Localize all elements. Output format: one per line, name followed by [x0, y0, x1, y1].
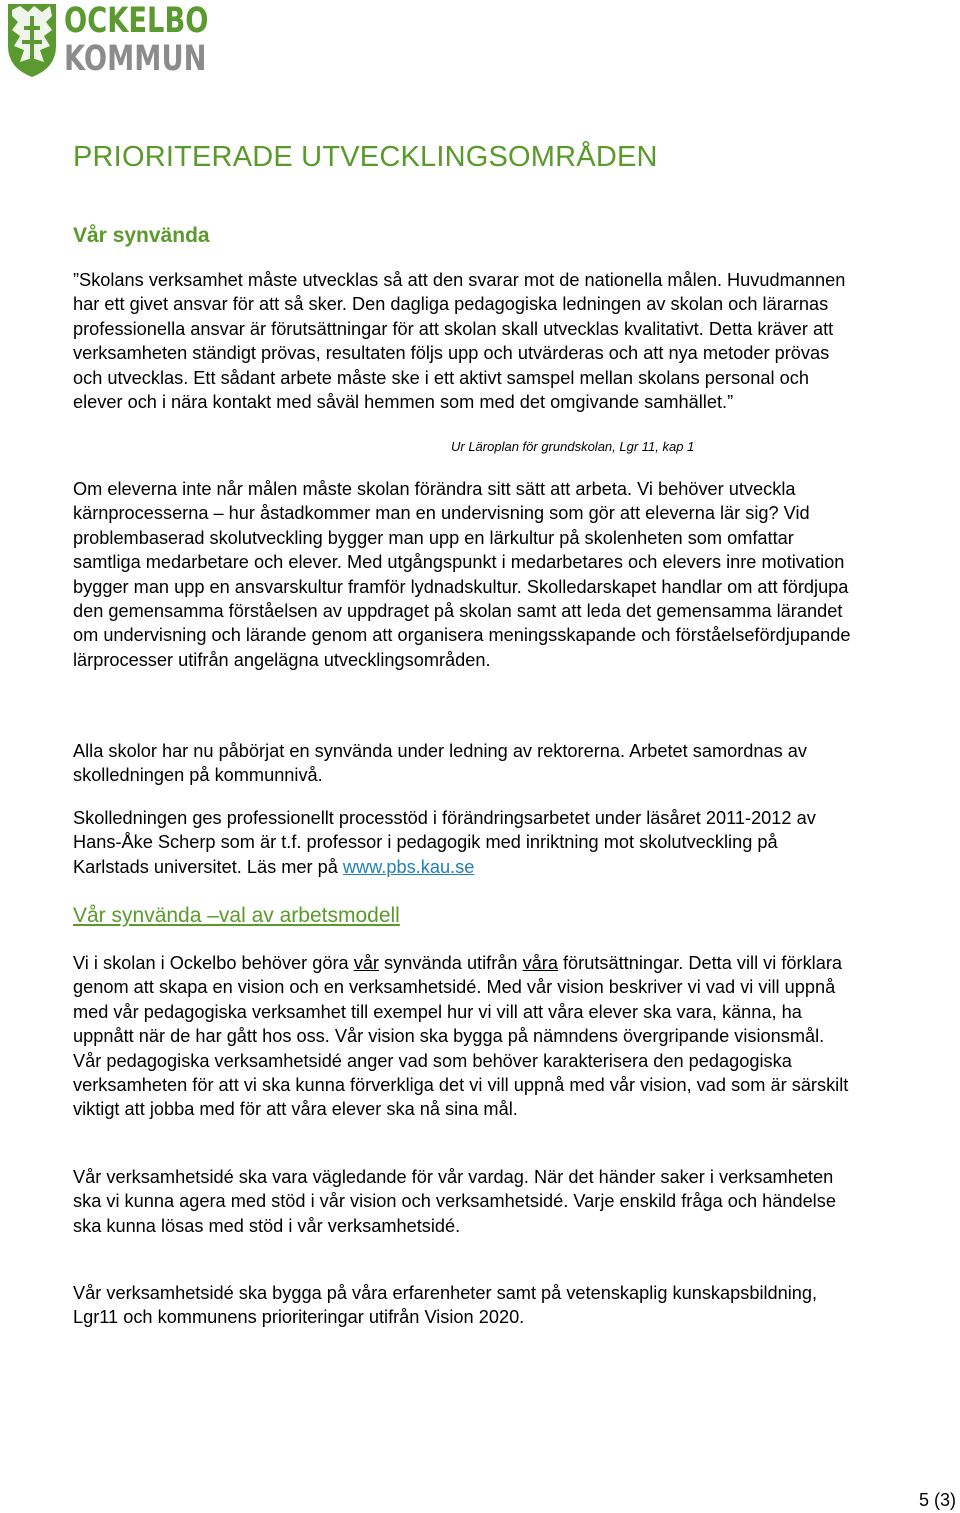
- quote-source: Ur Läroplan för grundskolan, Lgr 11, kap 1: [451, 439, 695, 454]
- ockelbo-crest-icon: [6, 2, 58, 78]
- underlined-word-var: vår: [353, 953, 379, 973]
- underlined-word-vara: våra: [522, 953, 558, 973]
- municipality-logo: [6, 1, 209, 80]
- section-heading: Vår synvända: [73, 224, 210, 247]
- logo-line-1: OCKELBO: [64, 1, 209, 41]
- paragraph-all-schools: Alla skolor har nu påbörjat en synvända under ledning av rektorerna. Arbetet samordnas av skolledningen på kommunnivå.: [73, 741, 807, 786]
- pbs-kau-link[interactable]: www.pbs.kau.se: [342, 856, 475, 877]
- subheading-work-model: Vår synvända –val av arbetsmodell: [73, 904, 400, 927]
- paragraph-foundation: Vår verksamhetsidé ska bygga på våra erfarenheter samt på vetenskaplig kunskapsbildning, Lgr11 och kommunens prioriteringar utifrån Vision 2020.: [73, 1283, 818, 1328]
- paragraph-text-b: synvända utifrån: [378, 953, 523, 973]
- page-number: 5 (3): [918, 1490, 956, 1510]
- logo-line-2: KOMMUN: [64, 39, 207, 79]
- curriculum-quote: ”Skolans verksamhet måste utvecklas så att den svarar mot de nationella målen. Huvudmannen har ett givet ansvar för att så sker. Den dagliga pedagogiska ledningen av skolan och lärarnas professionella ansvar är förutsättningar för att skolan skall utvecklas kvalitativt. Detta kräver att verksamheten ständigt prövas, resultaten följs upp och utvärderas och att nya metoder prövas och utvecklas. Ett sådant arbete måste ske i ett aktivt samspel mellan skolans personal och elever och i nära kontakt med såväl hemmen som med det omgivande samhället.”: [73, 270, 846, 413]
- logo-wordmark: [64, 2, 208, 78]
- paragraph-process-support: [73, 806, 853, 879]
- paragraph-text: Skolledningen ges professionellt processtöd i förändringsarbetet under läsåret 2011-2012 av Hans-Åke Scherp som är t.f. professor i pedagogik med inriktning mot skolutveckling på Karlstads universitet. Läs mer på: [73, 808, 816, 877]
- page-title: PRIORITERADE UTVECKLINGSOMRÅDEN: [73, 141, 658, 173]
- paragraph-text-a: Vi i skolan i Ockelbo behöver göra: [73, 953, 354, 973]
- paragraph-guidance: Vår verksamhetsidé ska vara vägledande för vår vardag. När det händer saker i verksamheten ska vi kunna agera med stöd i vår vision och verksamhetsidé. Varje enskild fråga och händelse ska kunna lösas med stöd i vår verksamhetsidé.: [73, 1167, 836, 1236]
- paragraph-text-c: förutsättningar. Detta vill vi förklara genom att skapa en vision och en verksamhetsidé. Med vår vision beskriver vi vad vi vill uppnå med vår pedagogiska verksamhet till exempel hur vi vill att våra elever ska vara, känna, ha uppnått när de har gått hos oss. Vår vision ska bygga på nämndens övergripande visionsmål. Vår pedagogiska verksamhetsidé anger vad som behöver karakterisera den pedagogiska verksamheten för att vi ska kunna förverkliga det vi vill uppnå med vår vision, vad som är särskilt viktigt att jobba med för att våra elever ska nå sina mål.: [73, 953, 849, 1120]
- paragraph-vision: [73, 951, 853, 1122]
- paragraph-development: Om eleverna inte når målen måste skolan förändra sitt sätt att arbeta. Vi behöver utveckla kärnprocesserna – hur åstadkommer man en undervisning som gör att eleverna lär sig? Vid problembaserad skolutveckling bygger man upp en lärkultur på skolenheten som omfattar samtliga medarbetare och elever. Med utgångspunkt i medarbetares och elevers inre motivation bygger man upp en ansvarskultur framför lydnadskultur. Skolledarskapet handlar om att fördjupa den gemensamma förståelsen av uppdraget på skolan samt att leda det gemensamma lärandet om undervisning och lärande genom att organisera meningsskapande och förståelsefördjupande lärprocesser utifrån angelägna utvecklingsområden.: [73, 479, 851, 670]
